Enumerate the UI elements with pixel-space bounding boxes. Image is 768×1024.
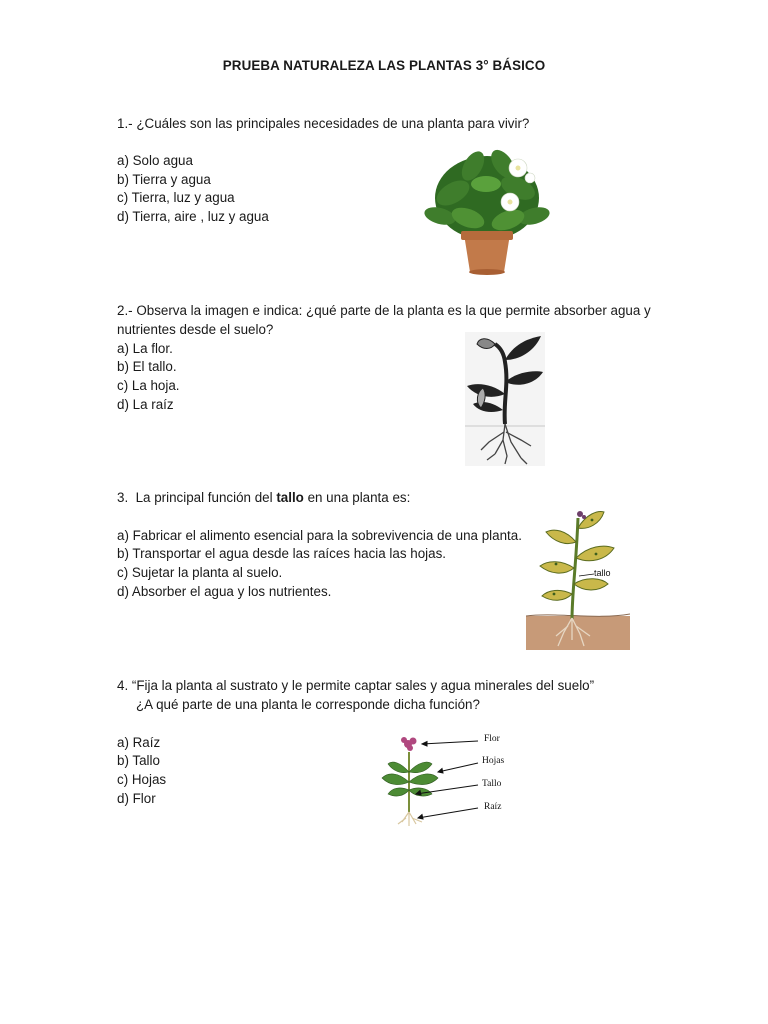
q3-prompt-post: en una planta es: [303,490,411,505]
q3-option-a: a) Fabricar el alimento esencial para la sobrevivencia de una planta. [117,528,522,543]
q2-option-b: b) El tallo. [117,359,177,374]
q3-option-b: b) Transportar el agua desde las raíces hacia las hojas. [117,546,446,561]
q3-option-d: d) Absorber el agua y los nutrientes. [117,584,332,599]
stem-label: tallo [594,568,611,578]
q2-option-d: d) La raíz [117,397,174,412]
q4-option-a: a) Raíz [117,735,161,750]
q3-option-c: c) Sujetar la planta al suelo. [117,565,283,580]
q2-option-a: a) La flor. [117,341,173,356]
label-flower: Flor [484,734,500,744]
q1-option-b: b) Tierra y agua [117,172,211,187]
question-3-prompt [117,490,410,506]
question-4-prompt-line-2: ¿A qué parte de una planta le corresponde dicha función? [136,697,480,712]
labeled-plant-diagram [378,732,508,830]
q3-prompt-keyword: tallo [276,490,304,505]
question-2-prompt-line-1: 2.- Observa la imagen e indica: ¿qué parte de la planta es la que permite absorber agua y [117,303,651,318]
question-2-prompt-line-2: nutrientes desde el suelo? [117,322,274,337]
q2-option-c: c) La hoja. [117,378,180,393]
q4-option-c: c) Hojas [117,772,167,787]
q3-prompt-pre: 3. La principal función del [117,490,277,505]
label-root: Raíz [484,802,502,812]
q1-option-a: a) Solo agua [117,153,193,168]
label-leaves: Hojas [482,756,505,766]
potted-plant-image [418,138,556,282]
page-title: PRUEBA NATURALEZA LAS PLANTAS 3° BÁSICO [222,58,546,73]
question-4-prompt-line-1: 4. “Fija la planta al sustrato y le permite captar sales y agua minerales del suelo” [117,678,595,693]
label-stem: Tallo [482,779,502,789]
q1-option-c: c) Tierra, luz y agua [117,190,235,205]
question-1-prompt: 1.- ¿Cuáles son las principales necesidades de una planta para vivir? [117,116,530,131]
q4-option-b: b) Tallo [117,753,160,768]
q1-option-d: d) Tierra, aire , luz y agua [117,209,269,224]
q4-option-d: d) Flor [117,791,156,806]
plant-silhouette-image [465,332,545,466]
stem-plant-image [526,508,630,650]
